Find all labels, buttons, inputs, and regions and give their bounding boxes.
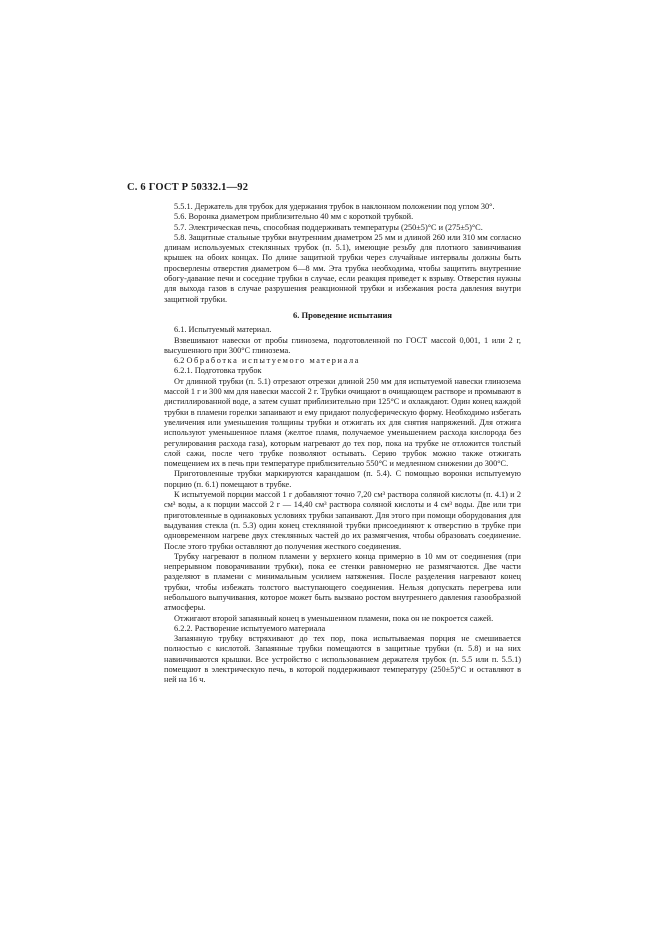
- subsection-6-2-1-heading: 6.2.1. Подготовка трубок: [174, 366, 262, 376]
- subsection-6-2-number: 6.2: [174, 356, 185, 366]
- document-body: [164, 202, 521, 686]
- paragraph-6-2-1-c: К испытуемой порции массой 1 г добавляют точно 7,20 см³ раствора соляной кислоты (п. 4.1) и 2 см³ воды, а к порции массой 2 г — 14,40 см³ раствора соляной кислоты и 4 см³ воды. Две или три приготовленные в одинаковых условиях трубки запаивают. Для этого при помощи оборудования для выдувания стекла (п. 5.3) один конец стеклянной трубки присоединяют к отверстию в трубке при одновременном нагреве двух стеклянных частей до их размягчения, чтобы образовать соединение. После этого трубки оставляют до получения жесткого соединения.: [164, 490, 521, 551]
- paragraph-6-2-1-e: Отжигают второй запаянный конец в уменьшенном пламени, пока он не покроется сажей.: [174, 613, 494, 623]
- paragraph-6-2-1-d: Трубку нагревают в полном пламени у верхнего конца примерно в 10 мм от соединения (при непрерывном поворачивании трубки), пока ее стенки равномерно не размягчаются. Две части разделяют в пламени с минимальным усилием натяжения. После разделения нагревают конец трубки, чтобы избежать толстого выступающего соединения. Нельзя допускать перегрева или небольшого выпучивания, которое может быть вызвано ростом внутреннего давления газообразной атмосферы.: [164, 551, 521, 613]
- subsection-6-2-2-heading: 6.2.2. Растворение испытуемого материала: [174, 623, 326, 633]
- subsection-6-1-heading: 6.1. Испытуемый материал.: [174, 325, 272, 335]
- paragraph-5-5-1: 5.5.1. Держатель для трубок для удержания трубок в наклонном положении под углом 30°.: [174, 202, 495, 211]
- paragraph-5-8: 5.8. Защитные стальные трубки внутренним диаметром 25 мм и длиной 260 или 310 мм согласно длинам используемых стеклянных трубок (п. 5.1), имеющие резьбу для плотного завинчивания крышек на обоих концах. По длине защитной трубки через случайные интервалы должны быть просверлены отверстия диаметром 6—8 мм. Эта трубка необходима, чтобы защитить внутренние обогу-давание печи и соседние трубки в случае, если реакция приведет к взрыву. Отверстия нужны для выхода газов в случае разрушения реакционной трубки и избежания роста давления внутри защитной трубки.: [164, 232, 521, 304]
- paragraph-6-2-1-b: Приготовленные трубки маркируются карандашом (п. 5.4). С помощью воронки испытуемую порцию (п. 6.1) помещают в трубке.: [164, 469, 521, 489]
- subsection-6-2-title: Обработка испытуемого материала: [186, 356, 360, 366]
- paragraph-5-6: 5.6. Воронка диаметром приблизительно 40 мм с короткой трубкой.: [174, 212, 414, 222]
- paragraph-6-2-2: Запаянную трубку встряхивают до тех пор, пока испытываемая порция не смешивается полностью с кислотой. Запаянные трубки помещаются в защитные трубки (п. 5.8) и на них навинчиваются крышки. Все устройство с использованием держателя трубок (п. 5.5 или п. 5.5.1) помещают в электрическую печь, в которой поддерживают температуру (250±5)°С и оставляют в ней на 16 ч.: [164, 634, 521, 685]
- section-6-title: 6. Проведение испытания: [292, 309, 393, 320]
- paragraph-5-7: 5.7. Электрическая печь, способная поддерживать температуры (250±5)°С и (275±5)°С.: [174, 222, 483, 232]
- paragraph-6-1: Взвешивают навески от пробы глинозема, подготовленной по ГОСТ массой 0,001, 1 или 2 г, высушенного при 300°С глинозема.: [164, 335, 521, 355]
- paragraph-6-2-1-a: От длинной трубки (п. 5.1) отрезают отрезки длиной 250 мм для испытуемой навески глинозема массой 1 г и 300 мм для навески массой 2 г. Трубки очищают в очищающем растворе и промывают в дистиллированной воде, а затем сушат приблизительно при 125°С и охлаждают. Один конец каждой трубки в пламени горелки запаивают и ему придают полусферическую форму. Необходимо избегать увеличения или уменьшения толщины трубки и отжигать их для снятия напряжений. Для отжига используют уменьшенное пламя (желтое пламя, получаемое уменьшением расхода кислорода без регулирования расхода газа), которым нагревают до тех пор, пока на трубке не отложится толстый слой сажи, после чего трубке позволяют остывать. Серию трубок можно также отжигать помещением их в печь при температуре приблизительно 550°С и медленном снижении до 300°С.: [164, 376, 521, 469]
- subsection-6-2-heading: [164, 356, 521, 366]
- page-header: С. 6 ГОСТ Р 50332.1—92: [127, 182, 249, 193]
